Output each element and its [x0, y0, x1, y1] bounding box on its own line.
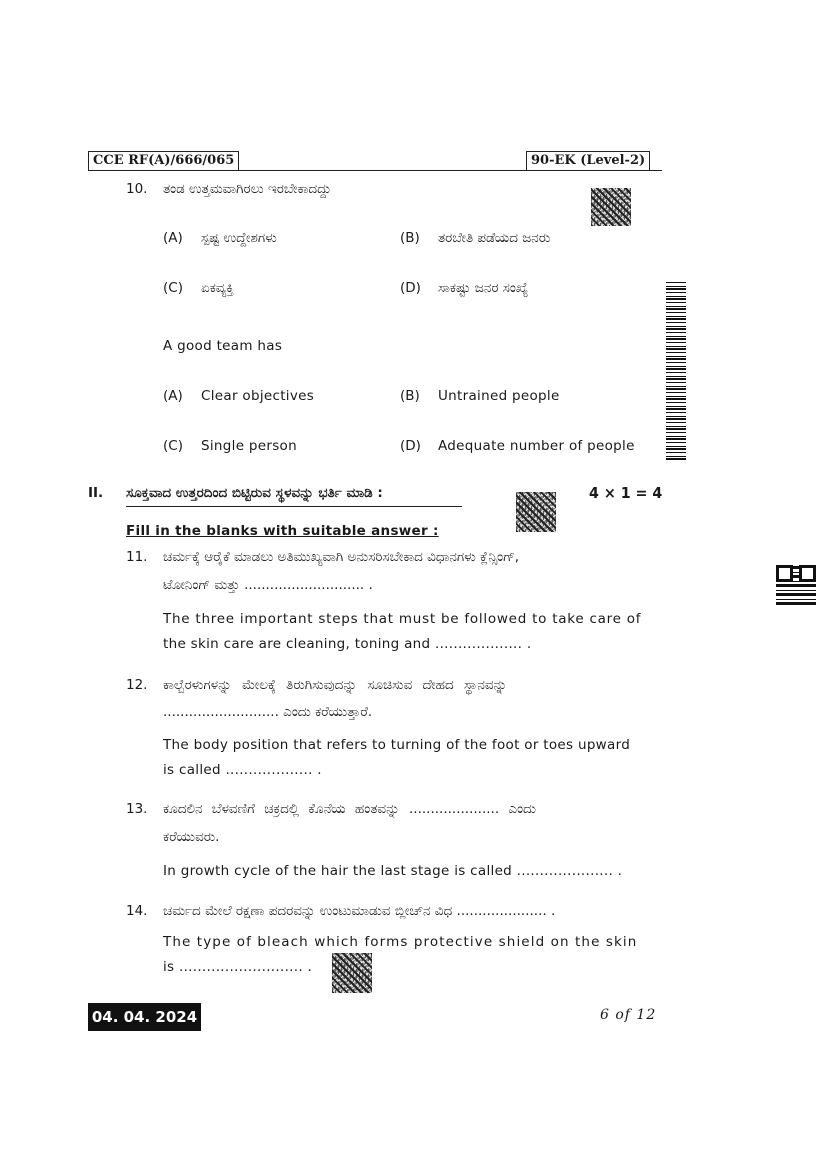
- q10-kn-option-d-letter: (D): [400, 280, 421, 296]
- q10-kn-option-d: ಸಾಕಷ್ಟು ಜನರ ಸಂಖ್ಯೆ: [438, 280, 529, 296]
- section-number: II.: [88, 485, 104, 501]
- q12-en-line2: is called ................... .: [163, 762, 322, 778]
- q10-en-option-a: Clear objectives: [201, 388, 315, 404]
- q10-en-option-b: Untrained people: [438, 388, 560, 404]
- q10-kn-option-b: ತರಬೇತಿ ಪಡೆಯದ ಜನರು: [438, 230, 551, 246]
- q10-kn-option-c: ಏಕವ್ಯಕ್ತಿ: [201, 280, 234, 296]
- q14-number: 14.: [126, 903, 148, 919]
- side-barcode: [666, 280, 686, 460]
- q11-en-line2: the skin care are cleaning, toning and ................... .: [163, 636, 532, 652]
- q10-kn-option-b-letter: (B): [400, 230, 420, 246]
- q10-kn-option-a-letter: (A): [163, 230, 183, 246]
- q10-en-option-a-letter: (A): [163, 388, 183, 404]
- paper-code: CCE RF(A)/666/065: [88, 151, 239, 171]
- q11-en-line1: The three important steps that must be followed to take care of: [163, 611, 642, 627]
- q10-kn-option-a: ಸ್ಪಷ್ಟ ಉದ್ದೇಶಗಳು: [201, 230, 277, 246]
- exam-date: 04. 04. 2024: [88, 1003, 201, 1031]
- noise-stamp-1: [591, 188, 631, 226]
- section-marks: 4 × 1 = 4: [589, 484, 663, 502]
- q10-en-option-c-letter: (C): [163, 438, 183, 454]
- q10-en-option-b-letter: (B): [400, 388, 420, 404]
- q10-en-option-d: Adequate number of people: [438, 438, 635, 454]
- q12-number: 12.: [126, 677, 148, 693]
- q10-kn-question: ತಂಡ ಉತ್ತಮವಾಗಿರಲು ಇರಬೇಕಾದದ್ದು: [163, 181, 332, 197]
- q14-en-line2: is ........................... .: [163, 959, 313, 975]
- q14-kn-line1: ಚರ್ಮದ ಮೇಲೆ ರಕ್ಷಣಾ ಪದರವನ್ನು ಉಂಟುಮಾಡುವ ಬ್ಲೀಚ್‌ನ ವಿಧ ..................... .: [163, 903, 556, 919]
- q13-number: 13.: [126, 801, 148, 817]
- q10-en-option-d-letter: (D): [400, 438, 421, 454]
- q14-en-line1: The type of bleach which forms protective shield on the skin: [163, 934, 638, 950]
- q11-kn-line1: ಚರ್ಮಕ್ಕೆ ಆರೈಕೆ ಮಾಡಲು ಅತಿಮುಖ್ಯವಾಗಿ ಅನುಸರಿಸಬೇಕಾದ ವಿಧಾನಗಳು ಕ್ಲೆನ್ಸಿಂಗ್,: [163, 549, 520, 565]
- q10-kn-option-c-letter: (C): [163, 280, 183, 296]
- q13-kn-line2: ಕರೆಯುವರು.: [163, 829, 220, 845]
- q11-kn-line2: ಟೋನಿಂಗ್ ಮತ್ತು ............................ .: [163, 577, 373, 593]
- q11-number: 11.: [126, 549, 148, 565]
- q12-en-line1: The body position that refers to turning of the foot or toes upward: [163, 737, 631, 753]
- qr-code: [776, 565, 816, 605]
- section-kn-heading: ಸೂಕ್ತವಾದ ಉತ್ತರದಿಂದ ಬಿಟ್ಟಿರುವ ಸ್ಥಳವನ್ನು ಭರ್ತಿ ಮಾಡಿ :: [126, 485, 383, 501]
- noise-stamp-2: [516, 492, 556, 532]
- level-code: 90-EK (Level-2): [526, 151, 650, 171]
- section-en-heading: Fill in the blanks with suitable answer :: [126, 523, 439, 539]
- q13-en-line1: In growth cycle of the hair the last stage is called ..................... .: [163, 863, 623, 879]
- section-kn-underline: [126, 506, 462, 507]
- q10-en-question: A good team has: [163, 338, 283, 354]
- q10-en-option-c: Single person: [201, 438, 297, 454]
- q13-kn-line1: ಕೂದಲಿನ ಬೆಳವಣಿಗೆ ಚಕ್ರದಲ್ಲಿ ಕೊನೆಯ ಹಂತವನ್ನು ..................... ಎಂದು: [163, 801, 537, 817]
- q12-kn-line2: ........................... ಎಂದು ಕರೆಯುತ್ತಾರೆ.: [163, 704, 373, 720]
- noise-stamp-3: [332, 953, 372, 993]
- page-number: 6 of 12: [600, 1007, 657, 1023]
- q12-kn-line1: ಕಾಲ್ಬೆರಳುಗಳನ್ನು ಮೇಲಕ್ಕೆ ತಿರುಗಿಸುವುದನ್ನು ಸೂಚಿಸುವ ದೇಹದ ಸ್ಥಾನವನ್ನು: [163, 677, 508, 693]
- header-rule: [88, 170, 662, 171]
- q10-number: 10.: [126, 181, 148, 197]
